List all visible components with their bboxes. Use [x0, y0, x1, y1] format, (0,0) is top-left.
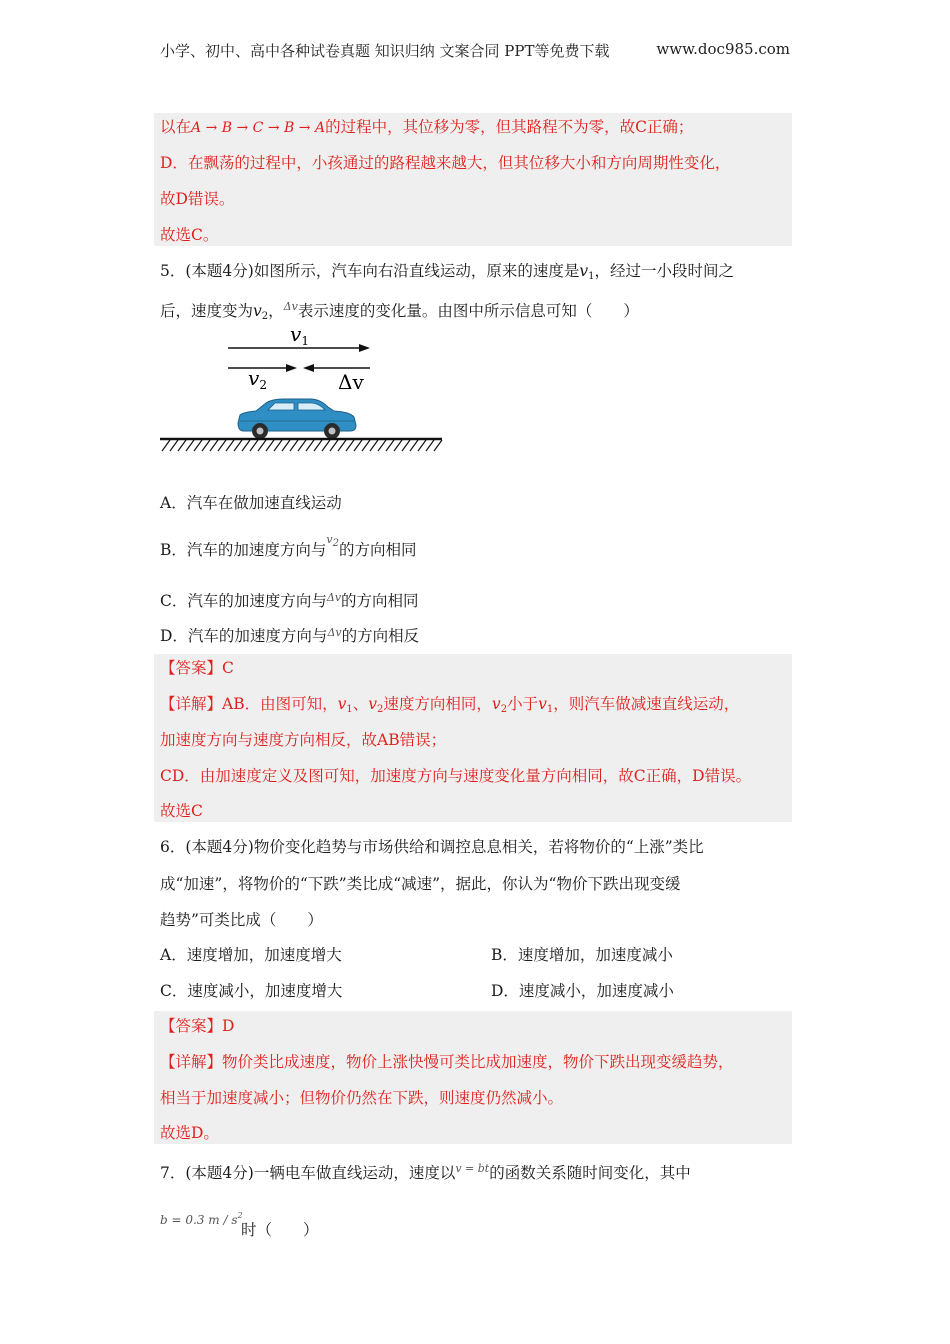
q5-stem-line-1: 5．(本题4分)如图所示，汽车向右沿直线运动，原来的速度是$v_1$，经过一小段时间之	[160, 262, 734, 282]
v2-label: $v_2$	[248, 366, 267, 392]
q6-detail-line-3: 故选D。	[160, 1124, 219, 1142]
q7-stem-line-1: 7．(本题4分)一辆电车做直线运动，速度以$^{v = bt}$的函数关系随时间变化，其中	[160, 1162, 691, 1182]
q7-stem-line-2: 时（ ）	[241, 1221, 319, 1239]
car-icon	[238, 399, 356, 439]
prev-line-2: D．在飘荡的过程中，小孩通过的路程越来越大，但其位移大小和方向周期性变化，	[160, 154, 731, 172]
q6-option-b: B．速度增加，加速度减小	[491, 946, 673, 964]
dv-label: Δv	[338, 370, 364, 394]
header-url: www.doc985.com	[656, 40, 790, 58]
prev-line-1: 以在A → B → C → B → A的过程中，其位移为零，但其路程不为零，故C正确；	[160, 118, 694, 136]
q5-detail-line-4: 故选C	[160, 802, 203, 820]
q5-option-a: A．汽车在做加速直线运动	[160, 494, 342, 512]
q7-formula: v = bt	[455, 1162, 490, 1175]
q5-option-c: C．汽车的加速度方向与$^{\Delta v}$的方向相同	[160, 591, 419, 610]
q5-detail-line-2: 加速度方向与速度方向相反，故AB错误；	[160, 731, 447, 749]
car-velocity-figure	[160, 325, 450, 455]
v1-label: $v_1$	[290, 325, 309, 348]
path-formula: A → B → C → B → A	[191, 120, 326, 136]
q6-stem-line-3: 趋势”可类比成（ ）	[160, 911, 323, 929]
prev-line-3: 故D错误。	[160, 190, 235, 208]
q6-stem-line-1: 6．(本题4分)物价变化趋势与市场供给和调控息息相关，若将物价的“上涨”类比	[160, 838, 704, 856]
q6-option-c: C．速度减小，加速度增大	[160, 982, 343, 1000]
q6-detail-line-2: 相当于加速度减小；但物价仍然在下跌，则速度仍然减小。	[160, 1089, 564, 1107]
q6-detail-line-1: 【详解】物价类比成速度，物价上涨快慢可类比成加速度，物价下跌出现变缓趋势，	[160, 1053, 734, 1071]
q5-detail-line-1: 【详解】AB．由图可知，$v_1$、$v_2$速度方向相同，$v_2$小于$v_1$，则汽车做减速直线运动，	[160, 695, 740, 715]
q5-answer: 【答案】C	[160, 659, 234, 677]
q5-detail-line-3: CD．由加速度定义及图可知，加速度方向与速度变化量方向相同，故C正确，D错误。	[160, 767, 752, 785]
q5-stem-line-2: 后，速度变为$v_2$，$^{\Delta v}$表示速度的变化量。由图中所示信息可知（ ）	[160, 300, 639, 322]
q7-b-value: b = 0.3 m / $s^2$	[160, 1211, 243, 1228]
q6-answer-block	[154, 1011, 792, 1144]
ground	[160, 439, 442, 451]
q5-option-b: B．汽车的加速度方向与$^{v_2}$的方向相同	[160, 533, 417, 559]
prev-line-4: 故选C。	[160, 226, 219, 244]
header-text: 小学、初中、高中各种试卷真题 知识归纳 文案合同 PPT等免费下载	[160, 42, 610, 60]
v2-arrowhead	[286, 364, 297, 372]
q6-answer: 【答案】D	[160, 1017, 235, 1035]
q6-stem-line-2: 成“加速”，将物价的“下跌”类比成“减速”，据此，你认为“物价下跌出现变缓	[160, 875, 681, 893]
v1-arrowhead	[359, 344, 370, 352]
q6-option-a: A．速度增加，加速度增大	[160, 946, 342, 964]
q5-option-d: D．汽车的加速度方向与$^{\Delta v}$的方向相反	[160, 626, 420, 645]
dv-arrowhead	[303, 364, 314, 372]
q6-option-d: D．速度减小，加速度减小	[491, 982, 674, 1000]
